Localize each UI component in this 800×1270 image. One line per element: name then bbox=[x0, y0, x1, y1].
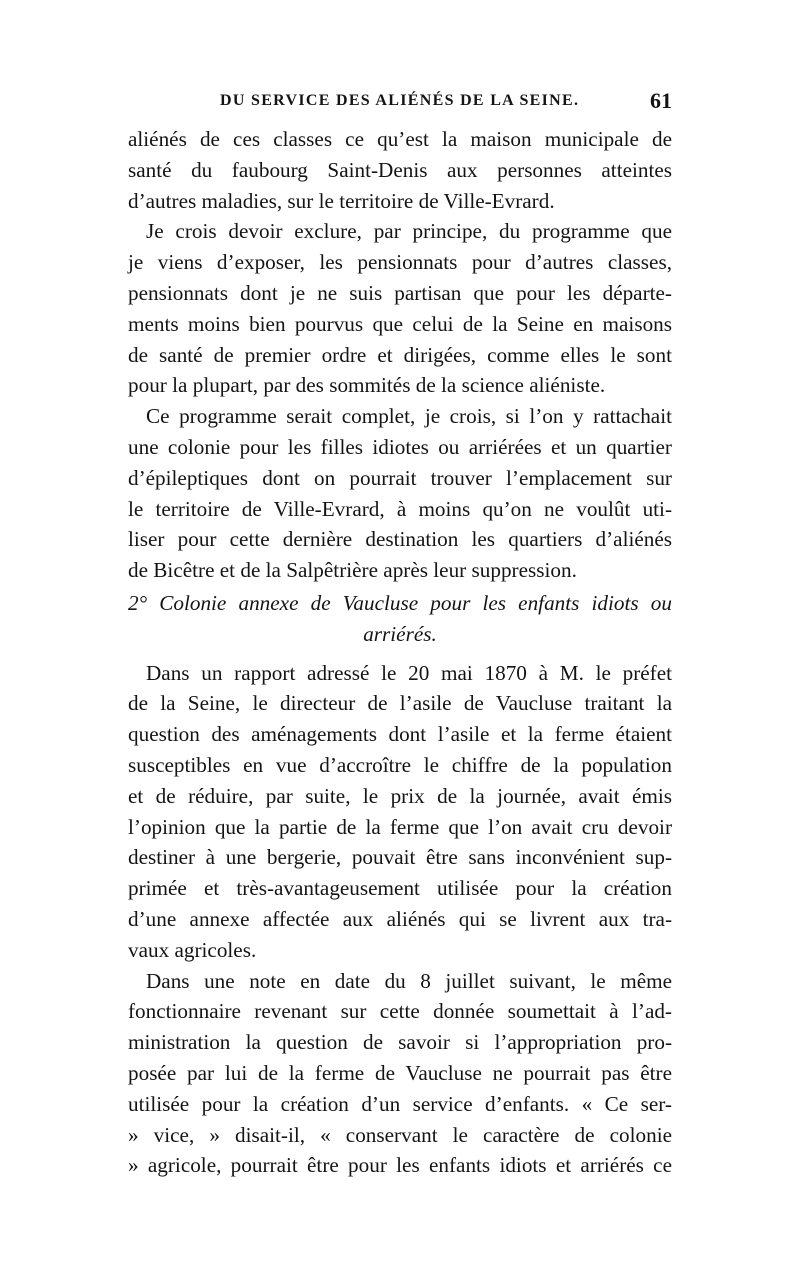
text-line: vaux agricoles. bbox=[128, 937, 257, 962]
text-line: de santé de premier ordre et dirigées, comme elles le sont bbox=[128, 342, 672, 367]
paragraph bbox=[128, 124, 672, 216]
text-line: de Bicêtre et de la Salpêtrière après leur suppression. bbox=[128, 558, 577, 583]
text-line: d’une annexe affectée aux aliénés qui se livrent aux tra- bbox=[128, 906, 672, 931]
paragraph bbox=[128, 216, 672, 401]
text-line: le territoire de Ville-Evrard, à moins qu’on ne voulût uti- bbox=[128, 496, 672, 521]
text-line: Dans un rapport adressé le 20 mai 1870 à M. le préfet bbox=[146, 660, 672, 685]
text-line: ministration la question de savoir si l’appropriation pro- bbox=[128, 1030, 672, 1055]
text-line: liser pour cette dernière destination les quartiers d’aliénés bbox=[128, 527, 672, 552]
text-line: une colonie pour les filles idiotes ou arriérées et un quartier bbox=[128, 434, 672, 459]
text-line: destiner à une bergerie, pouvait être sans inconvénient sup- bbox=[128, 845, 672, 870]
text-line: posée par lui de la ferme de Vaucluse ne pourrait pas être bbox=[128, 1060, 672, 1085]
section-heading-line: 2° Colonie annexe de Vaucluse pour les enfants idiots ou bbox=[128, 590, 672, 615]
text-line: santé du faubourg Saint-Denis aux personnes atteintes bbox=[128, 157, 672, 182]
text-line: fonctionnaire revenant sur cette donnée soumettait à l’ad- bbox=[128, 999, 672, 1024]
text-line: utilisée pour la création d’un service d’enfants. « Ce ser- bbox=[128, 1091, 672, 1116]
text-line: pour la plupart, par des sommités de la science aliéniste. bbox=[128, 373, 606, 398]
section-heading bbox=[128, 588, 672, 650]
paragraph bbox=[128, 658, 672, 966]
text-line: Je crois devoir exclure, par principe, du programme que bbox=[146, 219, 672, 244]
text-line: primée et très-avantageusement utilisée pour la création bbox=[128, 876, 672, 901]
text-line: Dans une note en date du 8 juillet suivant, le même bbox=[146, 968, 672, 993]
text-line: » agricole, pourrait être pour les enfants idiots et arriérés ce bbox=[128, 1153, 672, 1178]
running-title: DU SERVICE DES ALIÉNÉS DE LA SEINE. bbox=[220, 92, 580, 109]
text-line: ments moins bien pourvus que celui de la Seine en maisons bbox=[128, 311, 672, 336]
page-header bbox=[128, 88, 672, 118]
text-line: susceptibles en vue d’accroître le chiffre de la population bbox=[128, 752, 672, 777]
text-line: je viens d’exposer, les pensionnats pour d’autres classes, bbox=[128, 250, 672, 275]
text-line: pensionnats dont je ne suis partisan que pour les départe- bbox=[128, 280, 672, 305]
paragraph bbox=[128, 401, 672, 586]
text-line: d’épileptiques dont on pourrait trouver l’emplacement sur bbox=[128, 465, 672, 490]
text-line: question des aménagements dont l’asile et la ferme étaient bbox=[128, 722, 672, 747]
body-text bbox=[128, 124, 672, 1181]
text-line: » vice, » disait-il, « conservant le caractère de colonie bbox=[128, 1122, 672, 1147]
text-line: de la Seine, le directeur de l’asile de Vaucluse traitant la bbox=[128, 691, 672, 716]
page-number: 61 bbox=[650, 88, 672, 113]
paragraph bbox=[128, 966, 672, 1182]
text-line: Ce programme serait complet, je crois, si l’on y rattachait bbox=[146, 404, 672, 429]
text-line: et de réduire, par suite, le prix de la journée, avait émis bbox=[128, 783, 672, 808]
text-line: l’opinion que la partie de la ferme que l’on avait cru devoir bbox=[128, 814, 672, 839]
text-line: aliénés de ces classes ce qu’est la maison municipale de bbox=[128, 127, 672, 151]
text-line: d’autres maladies, sur le territoire de Ville-Evrard. bbox=[128, 188, 555, 213]
section-heading-line: arriérés. bbox=[363, 621, 437, 646]
